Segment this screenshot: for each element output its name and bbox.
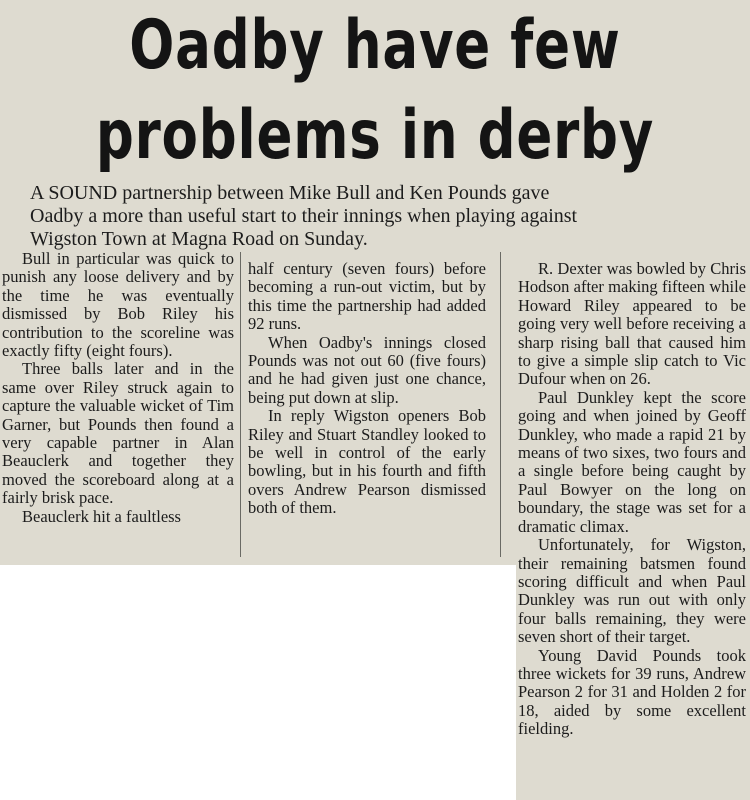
intro-paragraph <box>30 182 730 251</box>
paragraph: When Oadby's innings closed Pounds was not out 60 (five fours) and he had given just one chance, being put down at slip. <box>248 332 486 407</box>
paragraph: Three balls later and in the same over Riley struck again to capture the valuable wicket of Tim Garner, but Pounds then found a very capable partner in Alan Beauclerk and together they moved the scoreboard along at a fairly brisk pace. <box>2 359 234 508</box>
paragraph: R. Dexter was bowled by Chris Hodson after making fifteen while Howard Riley appeared to be going very well before receiving a sharp rising ball that caused him to give a simple slip catch to Vic Dufour when on 26. <box>518 259 746 389</box>
paragraph: In reply Wigston openers Bob Riley and Stuart Standley looked to be well in control of the early bowling, but in his fourth and fifth overs Andrew Pearson dismissed both of them. <box>248 406 486 518</box>
article-column-2 <box>248 260 486 518</box>
paragraph: half century (seven fours) before becoming a run-out victim, but by this time the partnership had added 92 runs. <box>248 259 486 334</box>
column-divider <box>240 252 241 557</box>
article-column-3 <box>518 260 746 739</box>
headline-line-1: Oadby have few <box>129 6 621 85</box>
paragraph: Young David Pounds took three wickets for 39 runs, Andrew Pearson 2 for 31 and Holden 2 for 18, aided by some excellent fielding. <box>518 645 746 739</box>
article-column-1 <box>2 250 234 526</box>
intro-line: A SOUND partnership between Mike Bull and Ken Pounds gave <box>30 182 550 204</box>
headline-line-2: problems in derby <box>95 96 655 175</box>
paragraph: Beauclerk hit a faultless <box>22 506 181 526</box>
paragraph: Paul Dunkley kept the score going and when joined by Geoff Dunkley, who made a rapid 21 by means of two sixes, two fours and a single before being caught by Paul Bowyer on the long on boundary, the stage was set for a dramatic climax. <box>518 387 746 536</box>
intro-line: Wigston Town at Magna Road on Sunday. <box>30 228 368 250</box>
paragraph: Unfortunately, for Wigston, their remaining batsmen found scoring difficult and when Paul Dunkley was run out with only four balls remaining, they were seven short of their target. <box>518 535 746 647</box>
paragraph: Bull in particular was quick to punish any loose delivery and by the time he was eventually dismissed by Bob Riley his contribution to the scoreline was exactly fifty (eight fours). <box>2 249 234 361</box>
column-divider <box>500 252 501 557</box>
intro-line: Oadby a more than useful start to their innings when playing against <box>30 205 578 227</box>
